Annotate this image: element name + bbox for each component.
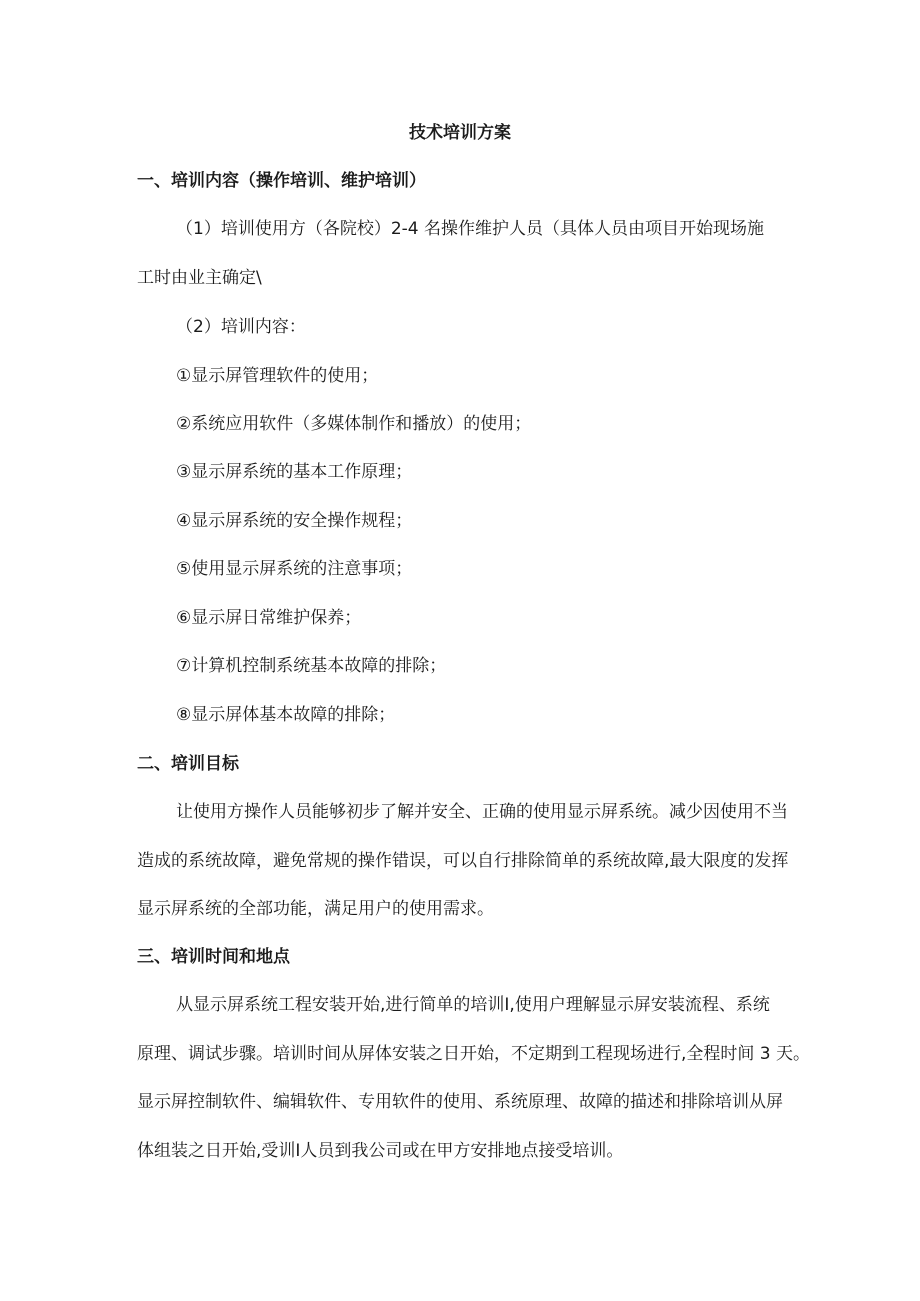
list-item: ②系统应用软件（多媒体制作和播放）的使用； (176, 414, 532, 434)
list-item: ④显示屏系统的安全操作规程； (176, 511, 413, 531)
section-3-line-2: 原理、调试步骤。培训时间从屏体安装之日开始，不定期到工程现场进行,全程时间 3 天。 (137, 1044, 811, 1064)
list-item: ①显示屏管理软件的使用； (176, 366, 379, 386)
section-2-heading: 二、培训目标 (137, 754, 239, 774)
section-3-heading: 三、培训时间和地点 (137, 947, 290, 967)
list-item: ⑤使用显示屏系统的注意事项； (176, 559, 413, 579)
list-item: ⑦计算机控制系统基本故障的排除； (176, 656, 447, 676)
section-3-line-1: 从显示屏系统工程安装开始,进行简单的培训Ⅰ,使用户理解显示屏安装流程、系统 (176, 995, 770, 1015)
section-2-line-3: 显示屏系统的全部功能，满足用户的使用需求。 (137, 899, 494, 919)
section-3-line-4: 体组装之日开始,受训Ⅰ人员到我公司或在甲方安排地点接受培训。 (137, 1141, 624, 1161)
section-1-paragraph-1-line-2: 工时由业主确定\ (137, 268, 262, 288)
section-1-paragraph-1-line-1: （1）培训使用方（各院校）2-4 名操作维护人员（具体人员由项目开始现场施 (176, 219, 764, 239)
list-item: ③显示屏系统的基本工作原理； (176, 462, 413, 482)
section-2-line-2: 造成的系统故障，避免常规的操作错误，可以自行排除简单的系统故障,最大限度的发挥 (137, 851, 789, 871)
section-2-line-1: 让使用方操作人员能够初步了解并安全、正确的使用显示屏系统。减少因使用不当 (176, 802, 788, 822)
list-item: ⑧显示屏体基本故障的排除； (176, 705, 396, 725)
list-item: ⑥显示屏日常维护保养； (176, 608, 362, 628)
document-title: 技术培训方案 (409, 123, 511, 143)
section-3-line-3: 显示屏控制软件、编辑软件、专用软件的使用、系统原理、故障的描述和排除培训从屏 (137, 1092, 783, 1112)
section-1-heading: 一、培训内容（操作培训、维护培训） (137, 171, 426, 191)
section-1-paragraph-2: （2）培训内容： (176, 317, 306, 337)
